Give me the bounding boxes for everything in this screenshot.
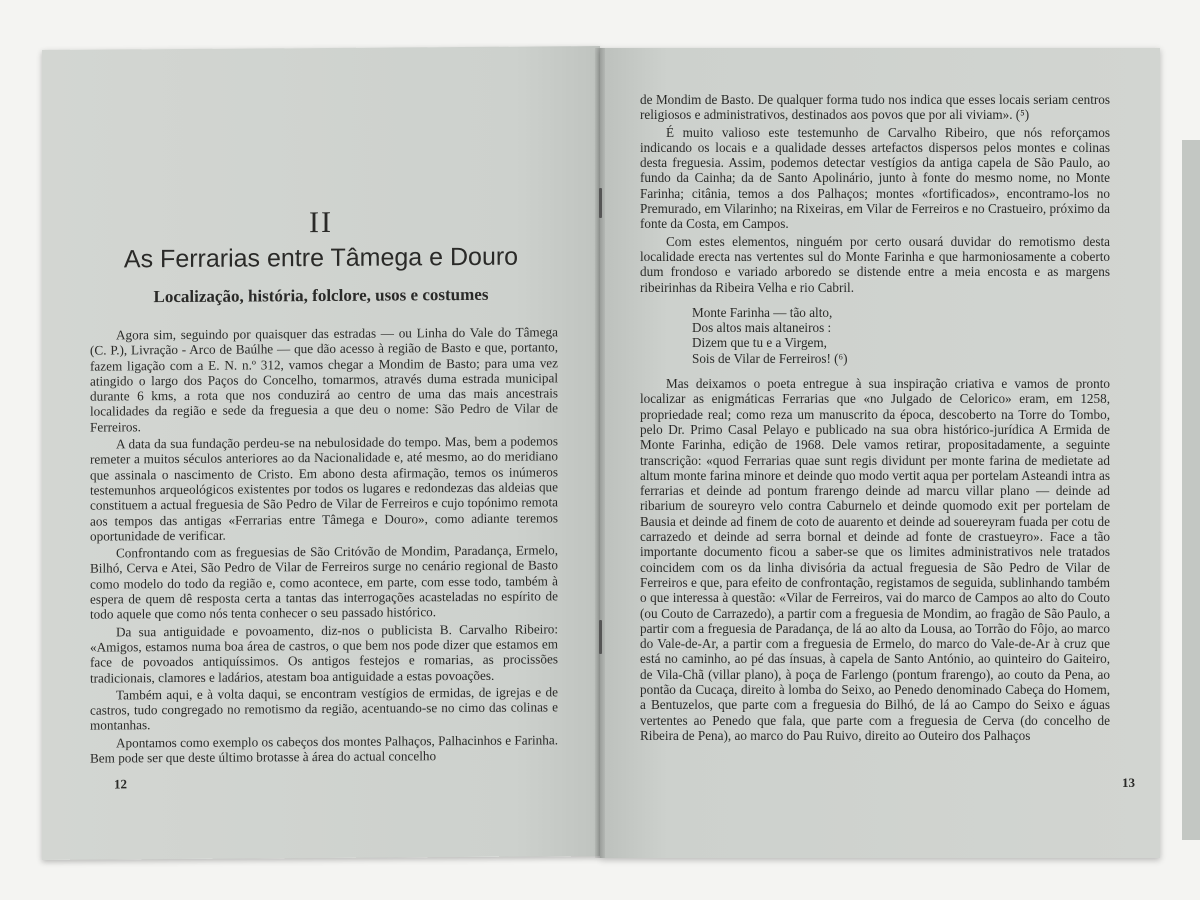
- spine-fold: [595, 48, 605, 858]
- paragraph: Com estes elementos, ninguém por certo ousará duvidar do remotismo desta localidade erecta nas vertentes sul do Monte Farinha e que harmoniosamente a coberto dum frondoso e variado arboredo se distende entre a meia encosta e as margens ribeirinhas da Ribeira Velha e rio Cabril.: [640, 233, 1110, 295]
- page-number-left: 12: [114, 776, 127, 792]
- right-body-text: [640, 92, 1110, 745]
- left-body-text: [90, 324, 558, 768]
- verse-line: Dizem que tu e a Virgem,: [692, 335, 827, 351]
- verse-line: Dos altos mais altaneiros :: [692, 320, 832, 336]
- paragraph: Confrontando com as freguesias de São Critóvão de Mondim, Paradança, Ermelo, Bilhó, Cerva e Atei, São Pedro de Vilar de Ferreiros surge no cenário regional de Basto como modelo do todo da região e, como acontece, em parte, com esse todo, também à espera de quem dê resposta certa a tantas das interrogações acasteladas no espírito de todo aquele que como nós tenta conhecer o seu passado histórico.: [90, 542, 558, 622]
- verse-quote: [692, 305, 1110, 366]
- paragraph: É muito valioso este testemunho de Carvalho Ribeiro, que nós reforçamos indicando os locais e a qualidade desses artefactos dispersos pelos montes e colinas desta freguesia. Assim, podemos detectar vestígios da antiga capela de São Paulo, ao fundo da Cainha; da de Santo Apolinário, junto à fonte do mesmo nome, no Monte Farinha; citânia, temos a dos Palhaços; montes «fortificados», encontramo-los no Premurado, em Vilarinho; na Rixeiras, em Vilar de Ferreiros e no Crastueiro, próximo da fonte da Costa, em Campos.: [640, 124, 1110, 232]
- paragraph: Agora sim, seguindo por quaisquer das estradas — ou Linha do Vale do Tâmega (C. P.), Livração - Arco de Baúlhe — que dão acesso à região de Basto e que, portanto, fazem ligação com a E. N. n.º 312, vamos chegar a Mondim de Basto; para uma vez atingido o largo dos Paços do Concelho, tomarmos, através duma estrada municipal durante 6 kms, a rota que nos conduzirá ao centro de uma das mais ancestrais localidades da região e sede da freguesia a que deu o nome: São Pedro de Vilar de Ferreiros.: [90, 324, 558, 435]
- chapter-title: As Ferrarias entre Tâmega e Douro: [123, 242, 519, 274]
- chapter-number: II: [309, 205, 333, 240]
- paragraph: Também aqui, e à volta daqui, se encontram vestígios de ermidas, de igrejas e de castros, tudo congregado no remotismo da região, acentuando-se no cimo das colinas e montanhas.: [90, 684, 558, 734]
- left-page: [42, 46, 600, 860]
- open-booklet: [42, 48, 1162, 858]
- staple-top: [599, 188, 602, 218]
- paragraph: Da sua antiguidade e povoamento, diz-nos o publicista B. Carvalho Ribeiro: «Amigos, estamos numa boa área de castros, o que bem nos pode dizer que estamos em face de povoados antiquíssimos. Os antigos festejos e romarias, as procissões tradicionais, clamores e ladários, atestam boa antiguidade a estas povoações.: [90, 620, 558, 686]
- paragraph: Apontamos como exemplo os cabeços dos montes Palhaços, Palhacinhos e Farinha. Bem pode ser que deste último brotasse à área do actual concelho: [90, 732, 558, 766]
- staple-bottom: [599, 620, 602, 654]
- verse-line: Sois de Vilar de Ferreiros! (⁶): [692, 350, 848, 366]
- paragraph: de Mondim de Basto. De qualquer forma tudo nos indica que esses locais seriam centros religiosos e administrativos, destinados aos povos que por ali viviam». (⁵): [640, 92, 1110, 123]
- verse-line: Monte Farinha — tão alto,: [692, 304, 833, 320]
- paragraph: A data da sua fundação perdeu-se na nebulosidade do tempo. Mas, bem a podemos remeter a muitos séculos anteriores ao da Nacionalidade e, até mesmo, ao do meridiano que assinala o nascimento de Cristo. Em abono desta afirmação, temos os inúmeros testemunhos arqueológicos existentes por todos os lugares e redondezas das aldeias que constituem a actual freguesia de São Pedro de Vilar de Ferreiros e cujo topónimo remota aos tempos das antigas «Ferrarias entre Tâmega e Douro», como adiante teremos oportunidade de verificar.: [90, 433, 558, 544]
- back-cover-edge: [1182, 140, 1200, 840]
- chapter-subtitle: Localização, história, folclore, usos e costumes: [153, 284, 489, 307]
- page-number-right: 13: [1122, 775, 1135, 790]
- paragraph: Mas deixamos o poeta entregue à sua inspiração criativa e vamos de pronto localizar as enigmáticas Ferrarias que «no Julgado de Celorico» eram, em 1258, propriedade real; como reza um manuscrito da época, descoberto na Torre do Tombo, pelo Dr. Primo Casal Pelayo e publicado na sua obra histórico-jurídica A Ermida de Monte Farinha, edição de 1968. Dele vamos retirar, propositadamente, a seguinte transcrição: «quod Ferrarias quae sunt regis dividunt per monte farina de medietate ad altum monte farina minore et deinde quo modo vertit aqua per portelam Asteandi intra as ferrarias et deinde ad pontum frarengo deinde ad marcu villar plano — deinde ad ribarium de soureyro velo contra Caburnelo et deinde quomodo exit per portelam de Bausia et deinde ad finem de coto de auarento et deinde ad souereyram fuada per cotu de carrazedo et deinde ad serra bornal et deinde ad fonte de crastueyro». Face a tão importante documento ficou a saber-se que os limites administrativos nele tratados coincidem com os da linha divisória da actual freguesia de São Pedro de Vilar de Ferreiros e que, para efeito de confrontação, registamos de seguida, sublinhando também o que interessa à questão: «Vilar de Ferreiros, vai do marco de Campos ao alto do Couto (ou Couto de Carrazedo), a partir com a freguesia de Mondim, ao fragão de São Paulo, a partir com a freguesia de Paradança, de lá ao alto da Lousa, ao Torrão do Fôjo, ao marco do Vale-de-Ar, a partir com a freguesia de Ermelo, do marco do Vale-de-Ar à cruz que está no caminho, ao pé das ínsuas, à capela de Santo António, ao quinteiro do Gaiteiro, de Vila-Chã (villar plano), à poça de Farlengo (pontum frarengo), ao couto da Pena, ao pontão da Cucaça, direito à lomba do Seixo, ao Penedo denominado Cabeça do Homem, a Bentuzelos, que parte com a freguesia do Bilhó, de lá ao Campo do Seixo e águas vertentes ao Penedo que fala, que parte com a freguesia de Cerva (do concelho de Ribeira de Pena), ao marco do Pau Ruivo, direito ao Outeiro dos Palhaços: [640, 376, 1110, 743]
